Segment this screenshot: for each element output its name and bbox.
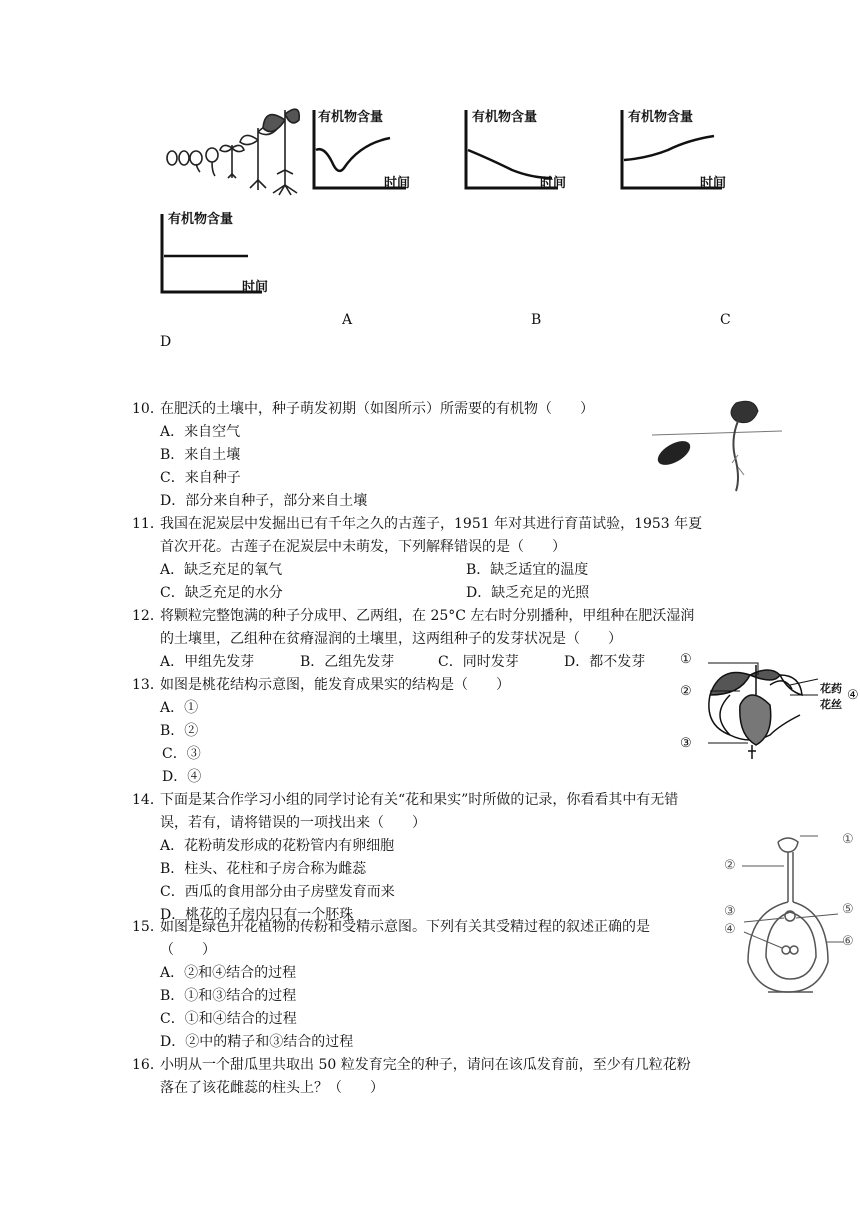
seedling-growth-figure [160,100,300,195]
q10-option-c: C．来自种子 [160,470,241,486]
q12-number: 12． [132,608,164,624]
q16-stem-line1: 小明从一个甜瓜里共取出 50 粒发育完全的种子，请问在该瓜发育前，至少有几粒花粉 [160,1057,691,1073]
q10-option-d: D．部分来自种子，部分来自土壤 [160,493,368,509]
graph-b-ylabel: 有机物含量 [472,110,538,125]
graph-letter-a: A [342,312,353,328]
q12-option-b: B．乙组先发芽 [300,654,395,670]
q15-option-b: B．①和③结合的过程 [160,988,297,1004]
graph-b-xlabel: 时间 [540,176,567,191]
q11-stem-line1: 我国在泥炭层中发掘出已有千年之久的古莲子，1951 年对其进行育苗试验，1953 年夏 [160,516,703,532]
fert-label-5: ⑤ [842,902,854,917]
flower-label-anther: 花药 [820,682,842,695]
flower-label-4: ④ [847,688,859,703]
graph-c-ylabel: 有机物含量 [628,110,694,125]
q16-stem-line2: 落在了该花雌蕊的柱头上？（ ） [160,1080,384,1096]
fert-label-3: ③ [724,904,736,919]
q15-stem-line1: 如图是绿色开花植物的传粉和受精示意图。下列有关其受精过程的叙述正确的是 [160,919,650,935]
q12-option-d: D．都不发芽 [564,654,646,670]
graph-letter-c: C [720,312,731,328]
germinating-seed-figure [652,395,782,495]
graph-a-ylabel: 有机物含量 [318,110,384,125]
graph-letter-b: B [531,312,542,328]
q13-option-a: A．① [160,700,199,716]
q14-stem-line1: 下面是某合作学习小组的同学讨论有关“花和果实”时所做的记录，你看看其中有无错 [160,792,679,808]
q11-option-c: C．缺乏充足的水分 [160,585,283,601]
graph-c-xlabel: 时间 [700,176,727,191]
q13-option-b: B．② [160,723,199,739]
peach-flower-figure [690,655,840,765]
q11-option-a: A．缺乏充足的氧气 [160,562,283,578]
q10-option-b: B．来自土壤 [160,447,241,463]
q10-stem: 在肥沃的土壤中，种子萌发初期（如图所示）所需要的有机物（ ） [160,401,594,417]
flower-label-2: ② [680,684,692,699]
graph-d-ylabel: 有机物含量 [168,212,234,227]
q10-number: 10． [132,401,164,417]
q14-number: 14． [132,792,164,808]
fertilization-figure [738,832,848,997]
q12-option-c: C．同时发芽 [438,654,519,670]
fert-label-6: ⑥ [842,934,854,949]
q13-stem: 如图是桃花结构示意图，能发育成果实的结构是（ ） [160,677,510,693]
q14-option-c: C．西瓜的食用部分由子房壁发育而来 [160,884,395,900]
q16-number: 16． [132,1057,164,1073]
q13-option-d: D．④ [162,769,202,785]
q14-option-b: B．柱头、花柱和子房合称为雌蕊 [160,861,367,877]
q13-option-c: C．③ [162,746,201,762]
q11-number: 11． [132,516,164,532]
q13-number: 13． [132,677,164,693]
q12-stem-line2: 的土壤里，乙组种在贫瘠湿润的土壤里，这两组种子的发芽状况是（ ） [160,631,622,647]
q14-stem-line2: 误，若有，请将错误的一项找出来（ ） [160,815,426,831]
q15-stem-line2: （ ） [160,942,216,958]
flower-label-1: ① [680,652,692,667]
flower-label-filament: 花丝 [820,698,842,711]
flower-label-3: ③ [680,736,692,751]
q15-number: 15． [132,919,164,935]
graph-d-xlabel: 时间 [242,280,269,295]
q15-option-a: A．②和④结合的过程 [160,965,297,981]
graph-letter-d: D [160,334,172,350]
fert-label-1: ① [842,832,854,847]
q11-option-b: B．缺乏适宜的温度 [466,562,589,578]
q15-option-c: C．①和④结合的过程 [160,1011,297,1027]
graph-a-xlabel: 时间 [384,176,411,191]
q14-option-d: D．桃花的子房内只有一个胚珠 [160,907,354,923]
q11-option-d: D．缺乏充足的光照 [466,585,590,601]
fert-label-4: ④ [724,922,736,937]
q15-option-d: D．②中的精子和③结合的过程 [160,1034,354,1050]
q11-stem-line2: 首次开花。古莲子在泥炭层中未萌发，下列解释错误的是（ ） [160,539,566,555]
q10-option-a: A．来自空气 [160,424,241,440]
q14-option-a: A．花粉萌发形成的花粉管内有卵细胞 [160,838,395,854]
q12-stem-line1: 将颗粒完整饱满的种子分成甲、乙两组，在 25°C 左右时分别播种，甲组种在肥沃湿润 [160,608,695,624]
fert-label-2: ② [724,858,736,873]
q12-option-a: A．甲组先发芽 [160,654,255,670]
